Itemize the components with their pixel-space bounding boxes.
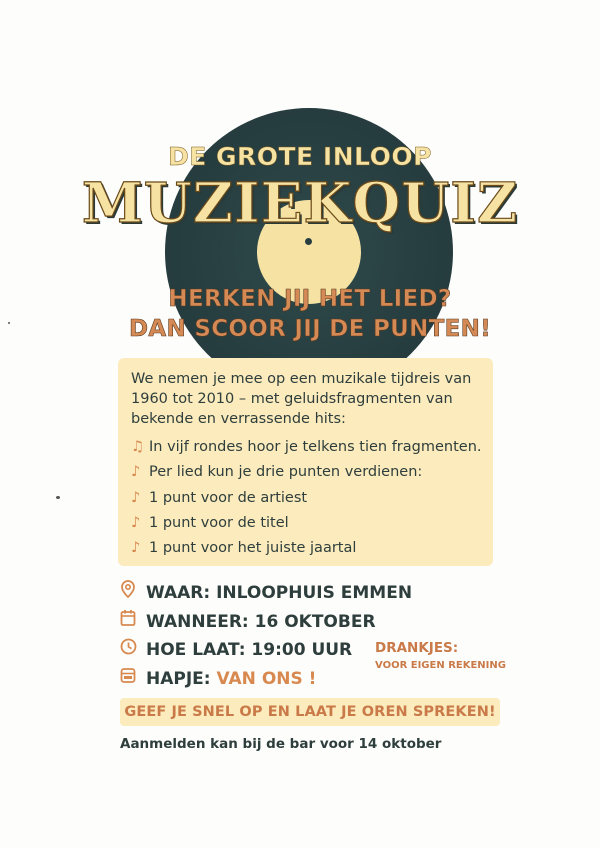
registration-note: Aanmelden kan bij de bar voor 14 oktober [120, 736, 442, 752]
location-pin-icon [120, 580, 146, 603]
calendar-icon [120, 609, 146, 632]
scan-speck [56, 496, 60, 499]
music-note-icon: ♪ [131, 515, 141, 531]
list-item: ♪ 1 punt voor de artiest [131, 490, 308, 506]
list-item: ♪ Per lied kun je drie punten verdienen: [131, 464, 423, 480]
list-item: ♫ In vijf rondes hoor je telkens tien fragmenten. [131, 439, 482, 455]
clock-icon [120, 638, 146, 660]
slogan-line-2: DAN SCOOR JIJ DE PUNTEN! [128, 316, 492, 342]
list-item: ♪ 1 punt voor het juiste jaartal [131, 540, 357, 556]
slogan-line-1: HERKEN JIJ HET LIED? [168, 286, 452, 312]
music-note-icon: ♪ [131, 490, 141, 506]
food-icon [120, 667, 146, 689]
drinks-label: DRANKJES: [375, 640, 459, 656]
detail-where: WAAR: INLOOPHUIS EMMEN [120, 580, 412, 603]
title-subheading: DE GROTE INLOOP [168, 142, 432, 171]
list-item: ♪ 1 punt voor de titel [131, 515, 289, 531]
intro-text: We nemen je mee op een muzikale tijdreis van 1960 tot 2010 – met geluidsfragmenten van bekende en verrassende hits: [131, 371, 472, 427]
snack-value: VAN ONS ! [216, 669, 317, 689]
record-center-hole [305, 238, 312, 245]
music-note-icon: ♫ [131, 439, 144, 455]
scan-speck [8, 322, 10, 324]
detail-when: WANNEER: 16 OKTOBER [120, 609, 376, 632]
detail-time: HOE LAAT: 19:00 UUR [120, 638, 352, 660]
drinks-note: VOOR EIGEN REKENING [375, 660, 506, 671]
call-to-action-text: GEEF JE SNEL OP EN LAAT JE OREN SPREKEN! [124, 704, 496, 720]
music-note-icon: ♪ [131, 540, 141, 556]
music-note-icon: ♪ [131, 464, 141, 480]
page-title: MUZIEKQUIZ [81, 170, 519, 235]
detail-snack: HAPJE: VAN ONS ! [120, 667, 316, 689]
